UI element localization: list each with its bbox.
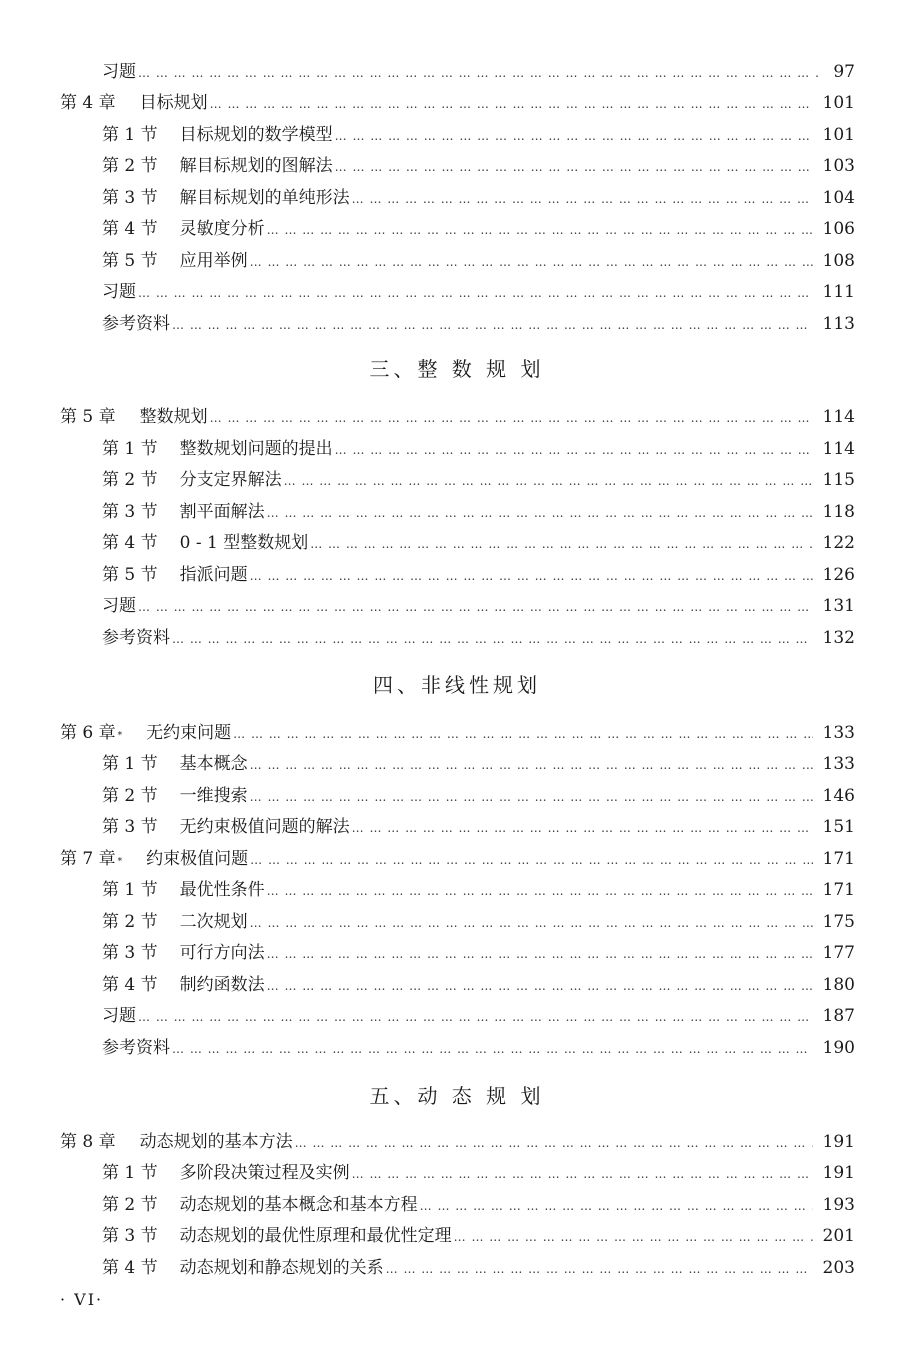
toc-section-row[interactable] [102, 123, 855, 147]
toc-page-number: 122 [822, 533, 855, 553]
toc-section-row[interactable] [102, 531, 855, 555]
toc-page-number: 133 [822, 754, 855, 774]
toc-title: 无约束极值问题的解法 [179, 817, 350, 837]
toc-title: 一维搜索 [179, 786, 248, 806]
toc-title: 习题 [102, 282, 136, 302]
toc-page-number: 175 [822, 912, 855, 932]
toc-label: 第 4 节 [102, 1258, 158, 1278]
toc-title: 解目标规划的图解法 [179, 156, 333, 176]
toc-title: 动态规划和静态规划的关系 [179, 1258, 384, 1278]
part-heading: 四、非线性规划 [373, 673, 541, 697]
toc-label: 第 2 节 [102, 1195, 158, 1215]
toc-title: 参考资料 [102, 314, 170, 334]
toc-page-number: 151 [822, 817, 855, 837]
toc-label: 第 4 章 [60, 93, 116, 113]
toc-section-row[interactable] [102, 1004, 855, 1028]
toc-title: 分支定界解法 [179, 470, 282, 490]
toc-page-number: 101 [822, 93, 855, 113]
toc-title: 0 - 1 型整数规划 [179, 533, 309, 553]
toc-label: 第 2 节 [102, 912, 158, 932]
toc-title: 动态规划的基本概念和基本方程 [179, 1195, 418, 1215]
toc-page-number: 191 [822, 1132, 855, 1152]
dot-leader [352, 1162, 813, 1186]
dot-leader [138, 281, 813, 305]
toc-label: 第 4 节 [102, 533, 158, 553]
toc-label: 第 1 节 [102, 439, 158, 459]
toc-section-row[interactable] [102, 784, 855, 808]
toc-page-number: 103 [822, 156, 855, 176]
toc-page-number: 203 [822, 1258, 855, 1278]
toc-page-number: 131 [822, 596, 855, 616]
toc-page-number: 187 [822, 1006, 855, 1026]
toc-label: 第 2 节 [102, 786, 158, 806]
toc-label: 第 1 节 [102, 754, 158, 774]
toc-section-row[interactable] [102, 1193, 855, 1217]
toc-label: 第 4 节 [102, 219, 158, 239]
toc-chapter-row[interactable] [60, 405, 855, 429]
dot-leader [172, 313, 813, 337]
toc-section-row[interactable] [102, 1224, 855, 1248]
toc-section-row[interactable] [102, 249, 855, 273]
toc-chapter-row[interactable] [60, 721, 855, 745]
dot-leader [138, 1005, 813, 1029]
dot-leader [172, 1037, 813, 1061]
toc-section-row[interactable] [102, 973, 855, 997]
toc-title: 制约函数法 [179, 975, 265, 995]
toc-label: 第 1 节 [102, 125, 158, 145]
toc-page-number: 97 [833, 62, 855, 82]
toc-chapter-row[interactable] [60, 1130, 855, 1154]
dot-leader [454, 1225, 813, 1249]
toc-page-number: 126 [822, 565, 855, 585]
toc-page-number: 101 [822, 125, 855, 145]
toc-section-row[interactable] [102, 752, 855, 776]
toc-page-number: 180 [822, 975, 855, 995]
optional-marker: * [117, 731, 123, 741]
toc-title: 可行方向法 [179, 943, 265, 963]
toc-section-row[interactable] [102, 500, 855, 524]
toc-title: 动态规划的最优性原理和最优性定理 [179, 1226, 452, 1246]
toc-section-row[interactable] [102, 186, 855, 210]
toc-page-number: 108 [822, 251, 855, 271]
dot-leader [210, 92, 813, 116]
dot-leader [138, 595, 813, 619]
toc-title: 最优性条件 [179, 880, 265, 900]
dot-leader [250, 753, 813, 777]
toc-page-number: 190 [822, 1038, 855, 1058]
part-heading: 三、整 数 规 划 [369, 357, 545, 381]
toc-page-number: 193 [822, 1195, 855, 1215]
dot-leader [310, 532, 812, 556]
dot-leader [250, 564, 813, 588]
dot-leader [284, 469, 813, 493]
dot-leader [335, 124, 813, 148]
toc-title: 灵敏度分析 [179, 219, 265, 239]
toc-section-row[interactable] [102, 437, 855, 461]
toc-page-number: 171 [822, 849, 855, 869]
toc-title: 参考资料 [102, 1038, 170, 1058]
dot-leader [250, 911, 813, 935]
toc-page-number: 113 [822, 314, 855, 334]
toc-title: 习题 [102, 1006, 136, 1026]
dot-leader [335, 438, 813, 462]
dot-leader [172, 627, 813, 651]
toc-label: 第 3 节 [102, 817, 158, 837]
toc-section-row[interactable] [102, 563, 855, 587]
toc-page-number: 115 [822, 470, 855, 490]
toc-title: 割平面解法 [179, 502, 265, 522]
toc-title: 应用举例 [179, 251, 248, 271]
toc-title: 习题 [102, 596, 136, 616]
part-heading: 五、动 态 规 划 [369, 1084, 545, 1108]
dot-leader [250, 848, 812, 872]
toc-title: 习题 [102, 62, 136, 82]
dot-leader [267, 879, 813, 903]
toc-label: 第 3 节 [102, 502, 158, 522]
toc-label: 第 1 节 [102, 1163, 158, 1183]
dot-leader [210, 406, 813, 430]
toc-title: 参考资料 [102, 628, 170, 648]
dot-leader [138, 61, 819, 85]
toc-section-row[interactable] [102, 1161, 855, 1185]
toc-label: 第 4 节 [102, 975, 158, 995]
toc-title: 基本概念 [179, 754, 248, 774]
dot-leader [267, 218, 813, 242]
toc-page-number: 177 [822, 943, 855, 963]
toc-title: 目标规划 [139, 93, 208, 113]
toc-title: 动态规划的基本方法 [139, 1132, 293, 1152]
toc-title: 指派问题 [179, 565, 248, 585]
page-number: · VI· [60, 1290, 104, 1309]
toc-label: 第 2 节 [102, 156, 158, 176]
toc-section-row[interactable] [102, 154, 855, 178]
toc-title: 多阶段决策过程及实例 [179, 1163, 350, 1183]
toc-section-row[interactable] [102, 941, 855, 965]
toc-label: 第 2 节 [102, 470, 158, 490]
toc-section-row[interactable] [102, 217, 855, 241]
dot-leader [267, 974, 813, 998]
toc-section-row[interactable] [102, 1036, 855, 1060]
toc-section-row[interactable] [102, 60, 855, 84]
dot-leader [420, 1194, 813, 1218]
dot-leader [295, 1131, 813, 1155]
optional-marker: * [117, 857, 123, 867]
toc-label: 第 8 章 [60, 1132, 116, 1152]
toc-section-row[interactable] [102, 815, 855, 839]
toc-page-number: 191 [822, 1163, 855, 1183]
dot-leader [233, 722, 812, 746]
toc-chapter-row[interactable] [60, 91, 855, 115]
dot-leader [250, 250, 813, 274]
toc-page-number: 111 [822, 282, 855, 302]
toc-label: 第 7 章 [60, 849, 116, 869]
toc-page-number: 133 [822, 723, 855, 743]
dot-leader [386, 1257, 813, 1281]
toc-page-number: 118 [822, 502, 855, 522]
toc-label: 第 3 节 [102, 943, 158, 963]
toc-section-row[interactable] [102, 312, 855, 336]
dot-leader [352, 816, 813, 840]
dot-leader [267, 942, 813, 966]
dot-leader [352, 187, 813, 211]
toc-label: 第 3 节 [102, 188, 158, 208]
toc-section-row[interactable] [102, 626, 855, 650]
toc-page-number: 132 [822, 628, 855, 648]
toc-title: 目标规划的数学模型 [179, 125, 333, 145]
toc-label: 第 5 节 [102, 251, 158, 271]
dot-leader [267, 501, 813, 525]
toc-section-row[interactable] [102, 1256, 855, 1280]
toc-chapter-row[interactable] [60, 847, 855, 871]
toc-title: 整数规划 [139, 407, 208, 427]
toc-section-row[interactable] [102, 468, 855, 492]
toc-page-number: 114 [822, 439, 855, 459]
dot-leader [250, 785, 813, 809]
toc-page-number: 201 [822, 1226, 855, 1246]
toc-title: 二次规划 [179, 912, 248, 932]
toc-section-row[interactable] [102, 878, 855, 902]
toc-page-number: 104 [822, 188, 855, 208]
toc-label: 第 5 节 [102, 565, 158, 585]
toc-label: 第 3 节 [102, 1226, 158, 1246]
dot-leader [335, 155, 813, 179]
toc-label: 第 5 章 [60, 407, 116, 427]
toc-title: 解目标规划的单纯形法 [179, 188, 350, 208]
toc-page-number: 114 [822, 407, 855, 427]
toc-page-number: 106 [822, 219, 855, 239]
toc-section-row[interactable] [102, 594, 855, 618]
toc-title: 约束极值问题 [146, 849, 249, 869]
toc-title: 整数规划问题的提出 [179, 439, 333, 459]
toc-label: 第 1 节 [102, 880, 158, 900]
toc-label: 第 6 章 [60, 723, 116, 743]
toc-page-number: 171 [822, 880, 855, 900]
toc-section-row[interactable] [102, 910, 855, 934]
toc-page-number: 146 [822, 786, 855, 806]
toc-title: 无约束问题 [146, 723, 232, 743]
toc-section-row[interactable] [102, 280, 855, 304]
